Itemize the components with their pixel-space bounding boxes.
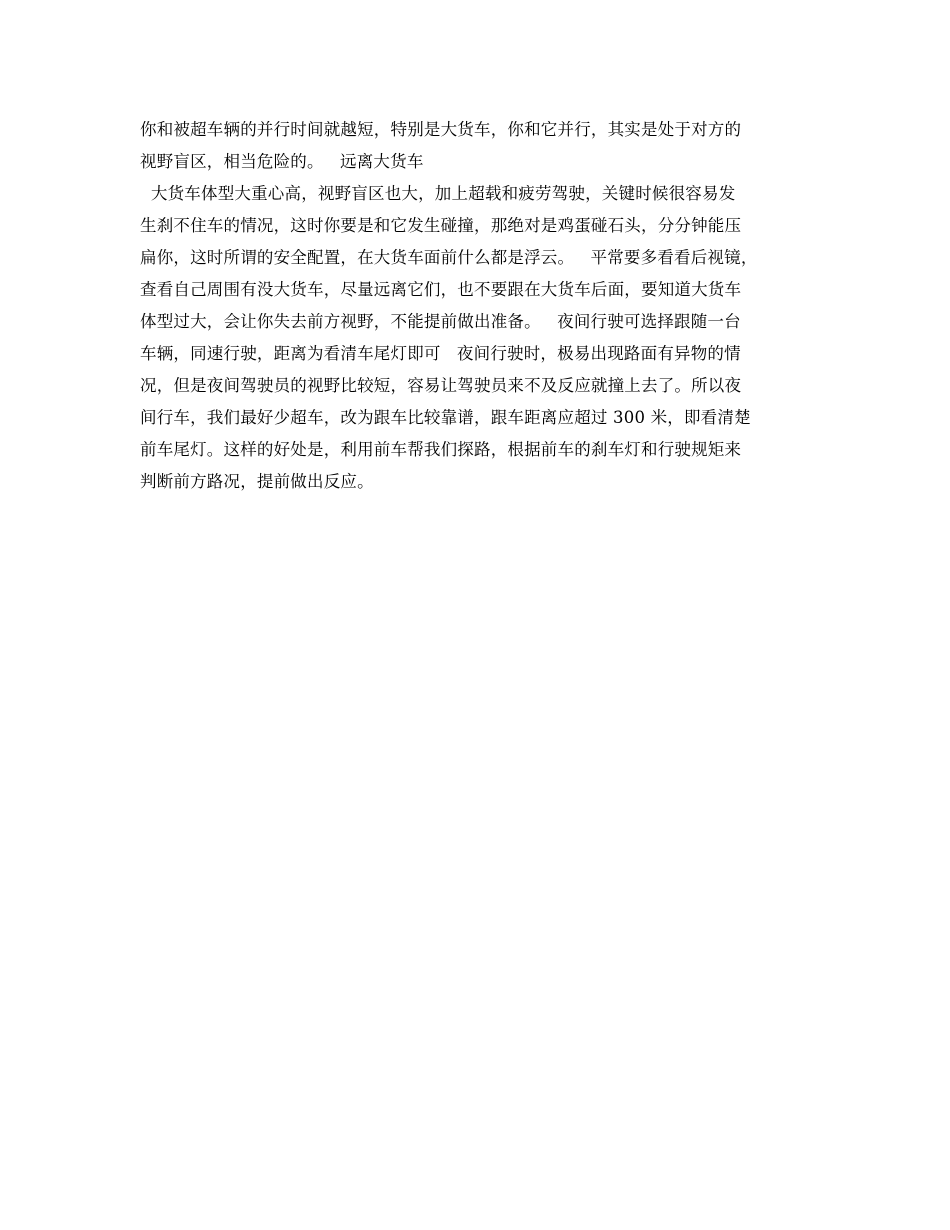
text-line: 况，但是夜间驾驶员的视野比较短，容易让驾驶员来不及反应就撞上去了。所以夜	[140, 376, 742, 395]
text-line: 你和被超车辆的并行时间就越短，特别是大货车，你和它并行，其实是处于对方的	[140, 120, 742, 139]
text-line: 查看自己周围有没大货车，尽量远离它们，也不要跟在大货车后面，要知道大货车	[140, 280, 742, 299]
text-line: 体型过大，会让你失去前方视野，不能提前做出准备。 夜间行驶可选择跟随一台	[140, 312, 741, 331]
text-line: 判断前方路况，提前做出反应。	[140, 472, 374, 491]
text-line: 车辆，同速行驶，距离为看清车尾灯即可 夜间行驶时，极易出现路面有异物的情	[140, 344, 741, 363]
text-line: 生刹不住车的情况，这时你要是和它发生碰撞，那绝对是鸡蛋碰石头，分分钟能压	[140, 216, 742, 235]
text-line: 扁你，这时所谓的安全配置，在大货车面前什么都是浮云。 平常要多看看后视镜，	[140, 248, 758, 267]
body-text	[140, 114, 840, 498]
text-line: 大货车体型大重心高，视野盲区也大，加上超载和疲劳驾驶，关键时候很容易发	[140, 184, 736, 203]
text-line: 间行车，我们最好少超车，改为跟车比较靠谱，跟车距离应超过 300 米，即看清楚	[140, 408, 751, 427]
text-line: 前车尾灯。这样的好处是，利用前车帮我们探路，根据前车的刹车灯和行驶规矩来	[140, 440, 742, 459]
text-line: 视野盲区，相当危险的。 远离大货车	[140, 152, 424, 171]
